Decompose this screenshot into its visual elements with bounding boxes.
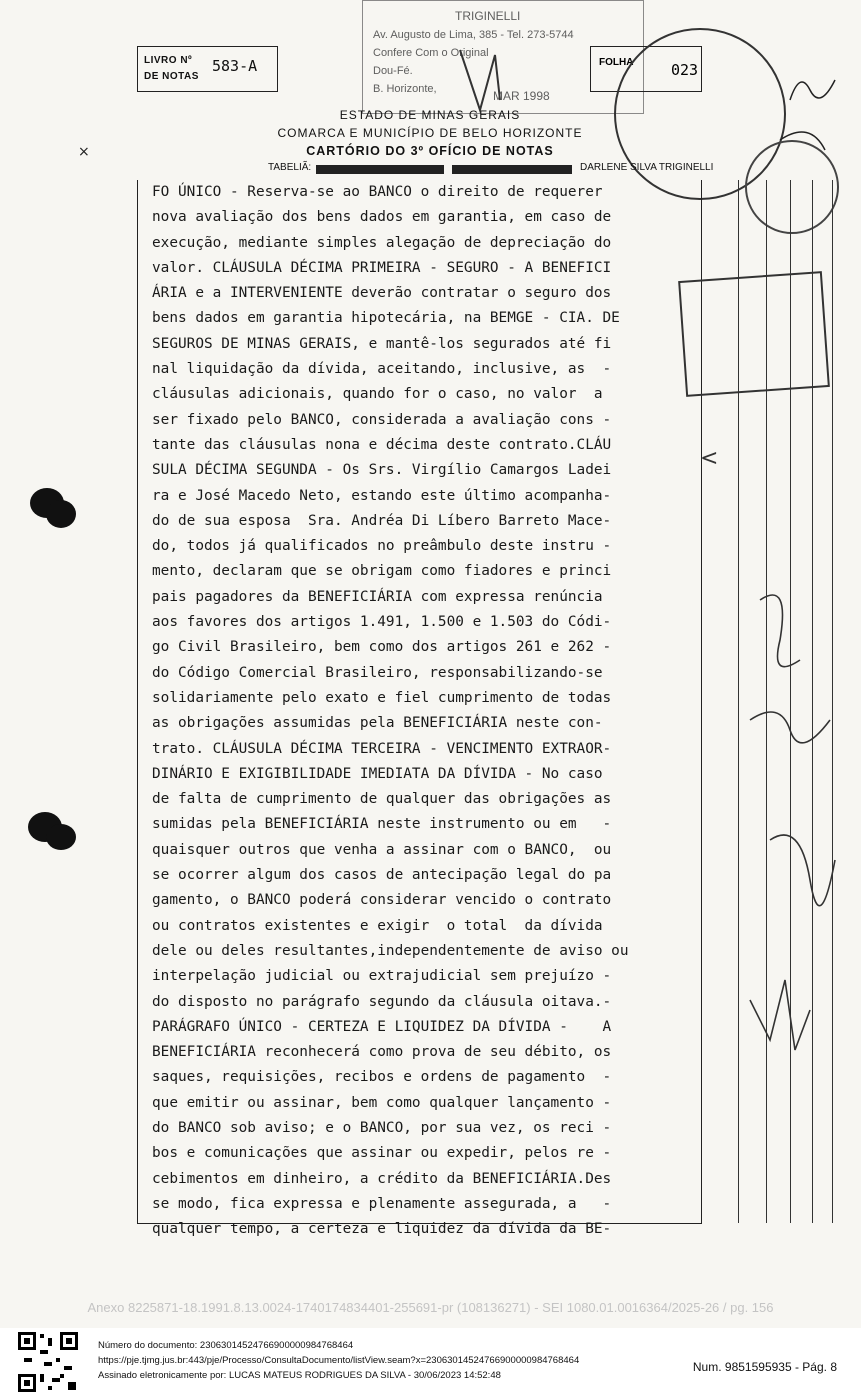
document-header	[220, 106, 640, 160]
body-line: se ocorrer algum dos casos de antecipação legal do pa	[152, 867, 612, 884]
body-line: go Civil Brasileiro, bem como dos artigos 261 e 262 -	[152, 639, 612, 656]
footer-doc-number: Número do documento: 23063014524766900000984768464	[98, 1340, 354, 1351]
body-line: nova avaliação dos bens dados em garantia, em caso de	[152, 209, 612, 226]
body-line: PARÁGRAFO ÚNICO - CERTEZA E LIQUIDEZ DA DÍVIDA - A	[152, 1018, 612, 1035]
body-line: do, todos já qualificados no preâmbulo deste instru -	[152, 538, 612, 555]
stamp-date: MAR 1998	[493, 89, 550, 103]
document-watermark: Anexo 8225871-18.1991.8.13.0024-1740174834401-255691-pr (108136271) - SEI 1080.01.0016364/2025-26 / pg. 156	[87, 1300, 774, 1315]
contract-body	[152, 180, 698, 1242]
body-line: dele ou deles resultantes,independentemente de aviso ou	[152, 942, 629, 959]
body-line: pais pagadores da BENEFICIÁRIA com expressa renúncia	[152, 588, 603, 605]
body-line: bos e comunicações que assinar ou expedir, pelos re -	[152, 1145, 612, 1162]
book-label-1: LIVRO Nº	[144, 55, 193, 66]
stamp-line-2: Av. Augusto de Lima, 385 - Tel. 273-5744	[373, 29, 574, 41]
book-number: 583-A	[212, 57, 258, 75]
body-line: nal liquidação da dívida, aceitando, inclusive, as -	[152, 361, 612, 378]
body-line: SULA DÉCIMA SEGUNDA - Os Srs. Virgílio Camargos Ladei	[152, 462, 612, 479]
body-line: mento, declaram que se obrigam como fiadores e princi	[152, 563, 612, 580]
pje-footer	[98, 1338, 579, 1383]
body-line: ou contratos existentes e exigir o total da dívida	[152, 917, 603, 934]
tabelia-name: DARLENE SILVA TRIGINELLI	[580, 162, 714, 173]
stamp-line-4: Dou-Fé.	[373, 65, 413, 77]
body-line: quaisquer outros que venha a assinar com o BANCO, ou	[152, 841, 612, 858]
footer-signed: Assinado eletronicamente por: LUCAS MATEUS RODRIGUES DA SILVA - 30/06/2023 14:52:48	[98, 1370, 501, 1381]
body-line: ser fixado pelo BANCO, considerada a avaliação cons -	[152, 411, 612, 428]
body-line: do disposto no parágrafo segundo da cláusula oitava.-	[152, 993, 612, 1010]
book-number-box	[137, 46, 278, 92]
body-line: do Código Comercial Brasileiro, responsabilizando-se	[152, 664, 603, 681]
margin-tick-icon: ×	[78, 144, 90, 160]
stamp-line-3: Confere Com o Original	[373, 47, 489, 59]
body-line: bens dados em garantia hipotecária, na BEMGE - CIA. DE	[152, 310, 620, 327]
body-line: interpelação judicial ou extrajudicial sem prejuízo -	[152, 968, 612, 985]
body-line: SEGUROS DE MINAS GERAIS, e mantê-los segurados até fi	[152, 335, 612, 352]
redaction-bar	[452, 165, 572, 174]
body-line: cebimentos em dinheiro, a crédito da BENEFICIÁRIA.Des	[152, 1170, 612, 1187]
state-line: ESTADO DE MINAS GERAIS	[339, 108, 521, 122]
body-line: DINÁRIO E EXIGIBILIDADE IMEDIATA DA DÍVIDA - No caso	[152, 765, 603, 782]
book-label-2: DE NOTAS	[144, 71, 199, 82]
body-line: saques, requisições, recibos e ordens de pagamento -	[152, 1069, 612, 1086]
stamp-line-5: B. Horizonte,	[373, 83, 437, 95]
body-line: trato. CLÁUSULA DÉCIMA TERCEIRA - VENCIMENTO EXTRAOR-	[152, 740, 612, 757]
body-line: aos favores dos artigos 1.491, 1.500 e 1.503 do Códi-	[152, 614, 612, 631]
qr-code-icon	[16, 1330, 80, 1394]
body-line: solidariamente pelo exato e fiel cumprimento de todas	[152, 689, 612, 706]
cartorio-line: CARTÓRIO DO 3º OFÍCIO DE NOTAS	[306, 144, 554, 158]
footer-url[interactable]: https://pje.tjmg.jus.br:443/pje/Processo/ConsultaDocumento/listView.seam?x=23063014524766900000984768464	[98, 1355, 580, 1366]
arrow-mark-icon: <	[700, 446, 719, 471]
folha-number: 023	[671, 61, 699, 79]
hole-punch-mark	[46, 824, 76, 850]
body-line: execução, mediante simples alegação de depreciação do	[152, 234, 612, 251]
body-line: tante das cláusulas nona e décima deste contrato.CLÁU	[152, 436, 612, 453]
handwritten-signature	[740, 580, 850, 1100]
body-line: valor. CLÁUSULA DÉCIMA PRIMEIRA - SEGURO - A BENEFICI	[152, 259, 612, 276]
hole-punch-mark	[46, 500, 76, 528]
handwritten-signature	[650, 40, 850, 200]
tabelia-label: TABELIÃ:	[268, 162, 312, 173]
body-line: ÁRIA e a INTERVENIENTE deverão contratar o seguro dos	[152, 285, 612, 302]
handwritten-signature	[440, 40, 530, 120]
redaction-bar	[316, 165, 444, 174]
body-line: sumidas pela BENEFICIÁRIA neste instrumento ou em -	[152, 816, 612, 833]
stamp-line-1: TRIGINELLI	[455, 9, 521, 23]
body-line: se modo, fica expressa e plenamente assegurada, a -	[152, 1195, 612, 1212]
body-line: qualquer tempo, a certeza e liquidez da dívida da BE-	[152, 1221, 612, 1238]
body-line: ra e José Macedo Neto, estando este último acompanha-	[152, 487, 612, 504]
body-line: as obrigações assumidas pela BENEFICIÁRIA neste con-	[152, 715, 603, 732]
body-line: BENEFICIÁRIA reconhecerá como prova de seu débito, os	[152, 1044, 612, 1061]
footer-page-number: Num. 9851595935 - Pág. 8	[692, 1360, 837, 1374]
folha-label: FOLHA	[599, 57, 634, 68]
body-line: FO ÚNICO - Reserva-se ao BANCO o direito de requerer	[152, 184, 603, 200]
body-line: cláusulas adicionais, quando for o caso, no valor a	[152, 386, 603, 403]
comarca-line: COMARCA E MUNICÍPIO DE BELO HORIZONTE	[277, 126, 583, 140]
body-line: que emitir ou assinar, bem como qualquer lançamento -	[152, 1094, 612, 1111]
body-line: gamento, o BANCO poderá considerar vencido o contrato	[152, 892, 612, 909]
registry-side-stamp	[678, 271, 830, 397]
body-line: do BANCO sob aviso; e o BANCO, por sua vez, os reci -	[152, 1119, 612, 1136]
body-line: de falta de cumprimento de qualquer das obrigações as	[152, 791, 612, 808]
body-line: do de sua esposa Sra. Andréa Di Líbero Barreto Mace-	[152, 512, 612, 529]
